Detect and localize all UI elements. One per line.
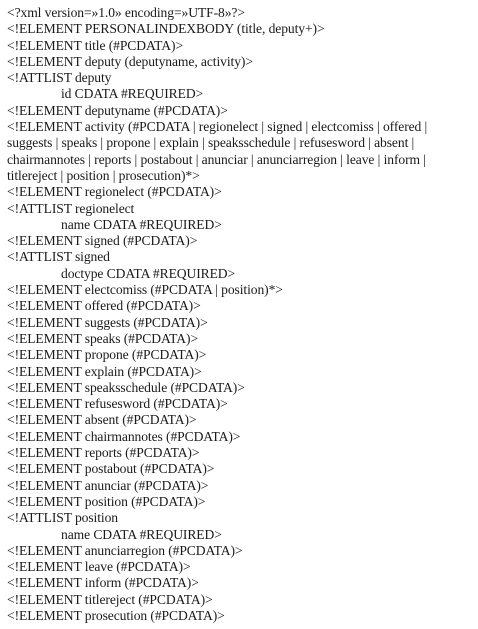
- dtd-declaration-line: <!ELEMENT speaksschedule (#PCDATA)>: [7, 379, 245, 395]
- dtd-declaration-line: <!ELEMENT title (#PCDATA)>: [7, 37, 184, 53]
- dtd-declaration-line: <?xml version=»1.0» encoding=»UTF-8»?>: [7, 5, 245, 20]
- dtd-declaration-line: <!ELEMENT suggests (#PCDATA)>: [7, 314, 208, 330]
- dtd-declaration-line: <!ELEMENT anunciar (#PCDATA)>: [7, 477, 209, 493]
- dtd-declaration-line: <!ELEMENT electcomiss (#PCDATA | position)*>: [7, 282, 283, 298]
- dtd-declaration-line: <!ELEMENT postabout (#PCDATA)>: [7, 461, 215, 477]
- dtd-declaration-line: <!ELEMENT regionelect (#PCDATA)>: [7, 184, 222, 200]
- dtd-declaration-line: <!ELEMENT explain (#PCDATA)>: [7, 363, 202, 379]
- dtd-declaration-line: <!ATTLIST position: [7, 510, 118, 526]
- dtd-declaration-line: <!ATTLIST deputy: [7, 70, 112, 86]
- dtd-declaration-line: <!ELEMENT offered (#PCDATA)>: [7, 298, 201, 314]
- dtd-declaration-line: <!ELEMENT activity (#PCDATA | regionelect | signed | electcomiss | offered | suggests | speaks | propone | explain | speaksschedule | refusesword | absent | chairmannotes | reports | postabout | anunciar | anunciarregion | leave | inform | titlereject | position | prosecution)*>: [7, 119, 428, 183]
- dtd-declaration-line: <!ATTLIST signed: [7, 249, 110, 265]
- dtd-declaration-line: <!ELEMENT inform (#PCDATA)>: [7, 575, 199, 591]
- dtd-declaration-line: <!ELEMENT titlereject (#PCDATA)>: [7, 591, 213, 607]
- dtd-declaration-line: <!ELEMENT propone (#PCDATA)>: [7, 347, 207, 363]
- dtd-declaration-line: <!ELEMENT prosecution (#PCDATA)>: [7, 607, 225, 623]
- dtd-document: [7, 5, 473, 624]
- dtd-attribute-definition-line: doctype CDATA #REQUIRED>: [61, 265, 236, 281]
- dtd-declaration-line: <!ELEMENT position (#PCDATA)>: [7, 493, 206, 509]
- dtd-declaration-line: <!ATTLIST regionelect: [7, 200, 135, 216]
- dtd-declaration-line: <!ELEMENT refusesword (#PCDATA)>: [7, 396, 228, 412]
- dtd-declaration-line: <!ELEMENT signed (#PCDATA)>: [7, 233, 198, 249]
- dtd-declaration-line: <!ELEMENT speaks (#PCDATA)>: [7, 330, 199, 346]
- dtd-declaration-line: <!ELEMENT chairmannotes (#PCDATA)>: [7, 428, 241, 444]
- dtd-attribute-definition-line: id CDATA #REQUIRED>: [61, 86, 204, 102]
- dtd-declaration-line: <!ELEMENT absent (#PCDATA)>: [7, 412, 197, 428]
- dtd-declaration-line: <!ELEMENT leave (#PCDATA)>: [7, 559, 191, 575]
- dtd-attribute-definition-line: name CDATA #REQUIRED>: [61, 216, 222, 232]
- dtd-declaration-line: <!ELEMENT reports (#PCDATA)>: [7, 445, 200, 461]
- dtd-declaration-line: <!ELEMENT anunciarregion (#PCDATA)>: [7, 542, 243, 558]
- dtd-declaration-line: <!ELEMENT deputy (deputyname, activity)>: [7, 53, 253, 69]
- dtd-declaration-line: <!ELEMENT deputyname (#PCDATA)>: [7, 102, 228, 118]
- dtd-declaration-line: <!ELEMENT PERSONALINDEXBODY (title, deputy+)>: [7, 21, 325, 37]
- dtd-attribute-definition-line: name CDATA #REQUIRED>: [61, 526, 222, 542]
